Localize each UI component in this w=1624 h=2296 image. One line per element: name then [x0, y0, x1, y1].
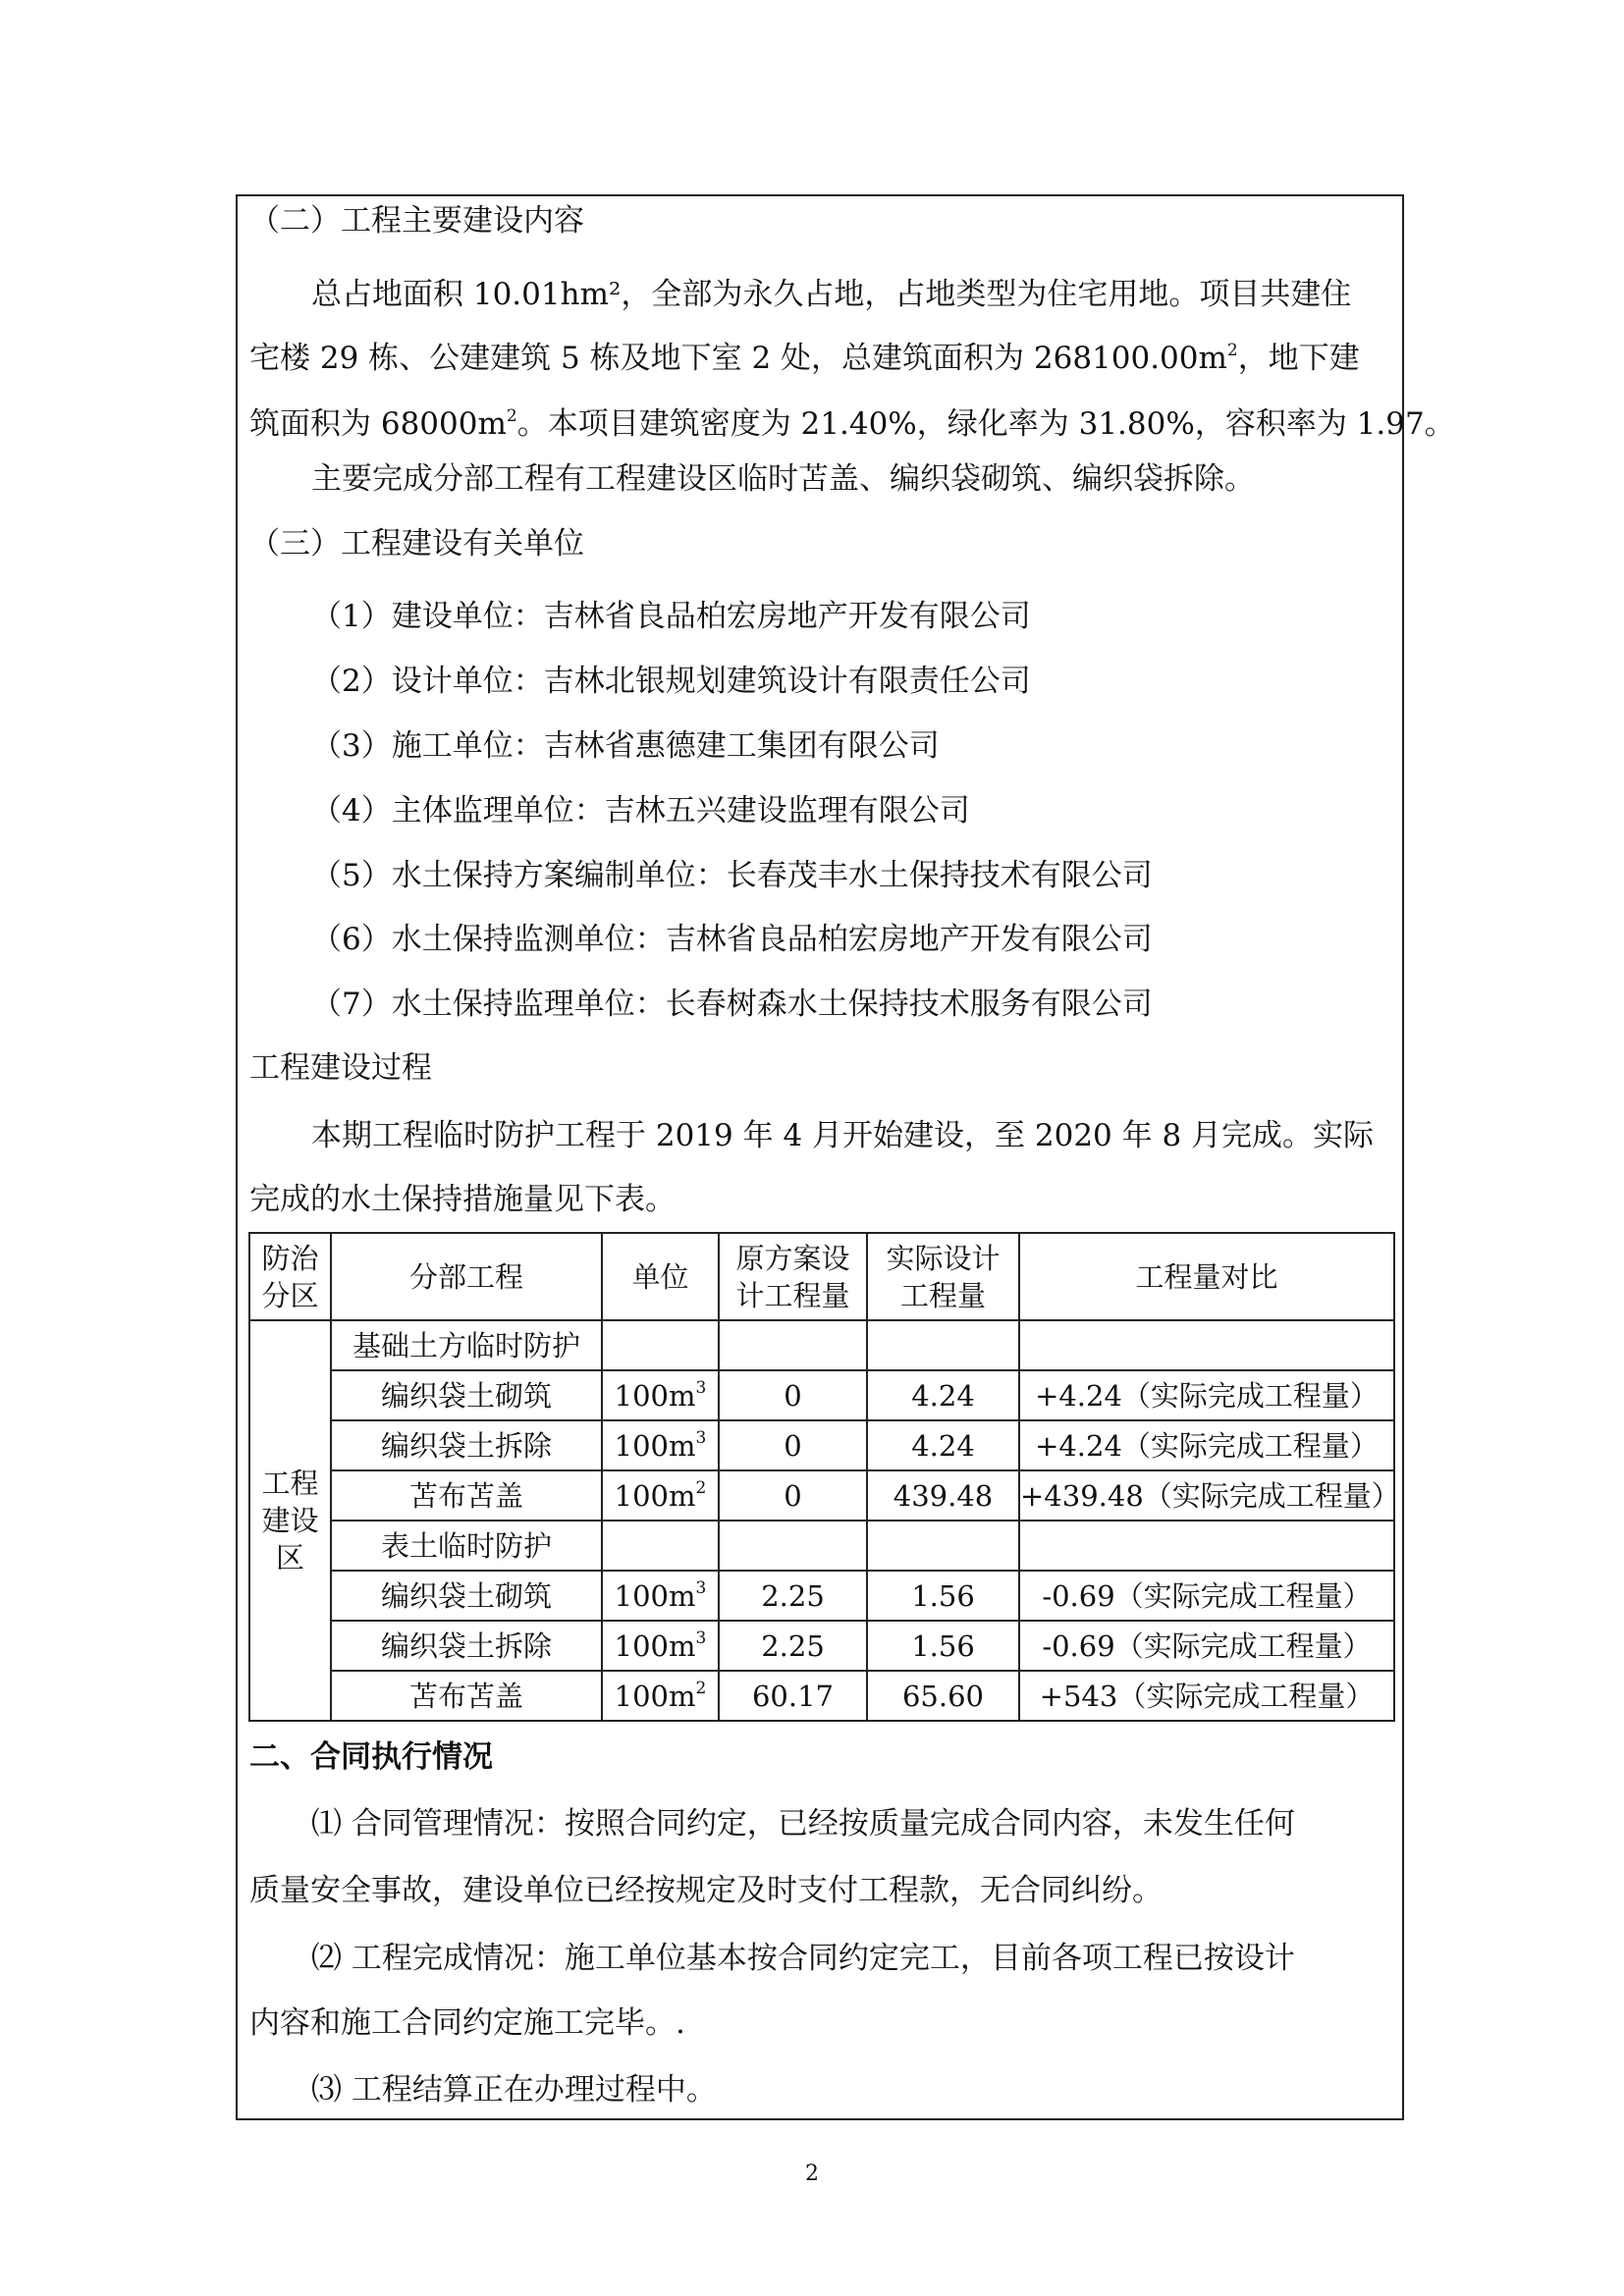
contract-item2-line2: 内容和施工合同约定施工完毕。.: [249, 2005, 685, 2041]
actual-cell: [867, 1521, 1019, 1571]
actual-cell: [867, 1320, 1019, 1370]
table-row: [249, 1671, 1394, 1721]
text: 计工程量: [735, 1278, 850, 1312]
section2-para2: 主要完成分部工程有工程建设区临时苫盖、编织袋砌筑、编织袋拆除。: [311, 461, 1255, 497]
contract-item3: ⑶ 工程结算正在办理过程中。: [311, 2072, 717, 2108]
table-row: [249, 1420, 1394, 1470]
unit-cell: [602, 1420, 719, 1470]
text: 100m: [614, 1679, 696, 1713]
text: 100m: [614, 1578, 696, 1613]
text: 工程量: [899, 1278, 986, 1312]
unit-cell: [602, 1521, 719, 1571]
original-cell: 0: [719, 1370, 867, 1420]
text: 宅楼 29 栋、公建建筑 5 栋及地下室 2 处，总建筑面积为 268100.00m: [249, 341, 1227, 376]
item-cell: 表土临时防护: [331, 1521, 602, 1571]
item-cell: 编织袋土砌筑: [331, 1571, 602, 1621]
table-row: [249, 1571, 1394, 1621]
unit-item-2: （2）设计单位：吉林北银规划建筑设计有限责任公司: [311, 664, 1031, 699]
text: 100m: [614, 1378, 696, 1413]
original-cell: 2.25: [719, 1571, 867, 1621]
unit-cell: [602, 1671, 719, 1721]
text: ，地下建: [1237, 341, 1360, 376]
original-cell: 60.17: [719, 1671, 867, 1721]
superscript: 3: [695, 1628, 707, 1648]
compare-cell: +543（实际完成工程量）: [1019, 1671, 1394, 1721]
text: 筑面积为 68000m: [249, 406, 507, 442]
compare-cell: -0.69（实际完成工程量）: [1019, 1621, 1394, 1671]
contract-item1-line2: 质量安全事故，建设单位已经按规定及时支付工程款，无合同纠纷。: [249, 1873, 1163, 1908]
superscript: 2: [1226, 341, 1238, 360]
table-row: [249, 1320, 1394, 1370]
actual-cell: 1.56: [867, 1571, 1019, 1621]
compare-cell: +439.48（实际完成工程量）: [1019, 1470, 1394, 1521]
contract-item2-line1: ⑵ 工程完成情况：施工单位基本按合同约定完工，目前各项工程已按设计: [311, 1941, 1295, 1976]
text: 100m: [614, 1629, 696, 1663]
contract-item1-line1: ⑴ 合同管理情况：按照合同约定，已经按质量完成合同内容，未发生任何: [311, 1806, 1295, 1842]
page-number: 2: [805, 2162, 819, 2186]
table-row: [249, 1521, 1394, 1571]
table-row: [249, 1370, 1394, 1420]
superscript: 2: [695, 1678, 707, 1698]
actual-cell: 65.60: [867, 1671, 1019, 1721]
superscript: 3: [695, 1377, 707, 1398]
process-para-line2: 完成的水土保持措施量见下表。: [249, 1182, 676, 1217]
item-cell: 编织袋土砌筑: [331, 1370, 602, 1420]
section2-heading: （二）工程主要建设内容: [249, 203, 584, 239]
text: 防治: [261, 1241, 319, 1275]
text: 实际设计: [886, 1241, 1001, 1275]
table-row: [249, 1621, 1394, 1671]
original-cell: 2.25: [719, 1621, 867, 1671]
unit-item-3: （3）施工单位：吉林省惠德建工集团有限公司: [311, 728, 940, 764]
unit-item-6: （6）水土保持监测单位：吉林省良品柏宏房地产开发有限公司: [311, 922, 1153, 957]
table-header-row: [249, 1233, 1394, 1320]
text: 100m: [614, 1428, 696, 1463]
item-cell: 编织袋土拆除: [331, 1420, 602, 1470]
superscript: 3: [695, 1577, 707, 1598]
superscript: 2: [695, 1477, 707, 1498]
unit-item-5: （5）水土保持方案编制单位：长春茂丰水土保持技术有限公司: [311, 858, 1153, 893]
process-para-line1: 本期工程临时防护工程于 2019 年 4 月开始建设，至 2020 年 8 月完成。实际: [311, 1118, 1375, 1153]
table-row: [249, 1470, 1394, 1521]
compare-cell: [1019, 1320, 1394, 1370]
section2-para1-line1: 总占地面积 10.01hm²，全部为永久占地，占地类型为住宅用地。项目共建住: [311, 277, 1352, 312]
section2-para1-line3: [249, 404, 1455, 444]
section2-para1-line2: [249, 339, 1360, 378]
text: 分区: [261, 1278, 319, 1312]
compare-cell: -0.69（实际完成工程量）: [1019, 1571, 1394, 1621]
process-heading: 工程建设过程: [249, 1050, 432, 1086]
header-unit: 单位: [602, 1233, 719, 1320]
original-cell: [719, 1521, 867, 1571]
unit-item-4: （4）主体监理单位：吉林五兴建设监理有限公司: [311, 793, 970, 828]
compare-cell: [1019, 1521, 1394, 1571]
superscript: 2: [506, 406, 517, 426]
header-compare: 工程量对比: [1019, 1233, 1394, 1320]
text: 工程: [261, 1467, 319, 1500]
compare-cell: +4.24（实际完成工程量）: [1019, 1370, 1394, 1420]
header-original: [719, 1233, 867, 1320]
text: 。本项目建筑密度为 21.40%，绿化率为 31.80%，容积率为 1.97。: [516, 406, 1455, 442]
original-cell: 0: [719, 1420, 867, 1470]
unit-cell: [602, 1571, 719, 1621]
item-cell: 苫布苫盖: [331, 1671, 602, 1721]
item-cell: 基础土方临时防护: [331, 1320, 602, 1370]
original-cell: [719, 1320, 867, 1370]
header-item: 分部工程: [331, 1233, 602, 1320]
unit-item-1: （1）建设单位：吉林省良品柏宏房地产开发有限公司: [311, 599, 1031, 634]
header-zone: [249, 1233, 331, 1320]
zone-cell: [249, 1320, 331, 1721]
unit-item-7: （7）水土保持监理单位：长春树森水土保持技术服务有限公司: [311, 987, 1153, 1022]
text: 建设: [261, 1504, 319, 1537]
actual-cell: 4.24: [867, 1370, 1019, 1420]
unit-cell: [602, 1470, 719, 1521]
item-cell: 编织袋土拆除: [331, 1621, 602, 1671]
measures-table: [248, 1232, 1400, 1722]
header-actual: [867, 1233, 1019, 1320]
contract-heading: 二、合同执行情况: [249, 1739, 493, 1775]
actual-cell: 439.48: [867, 1470, 1019, 1521]
actual-cell: 4.24: [867, 1420, 1019, 1470]
compare-cell: +4.24（实际完成工程量）: [1019, 1420, 1394, 1470]
item-cell: 苫布苫盖: [331, 1470, 602, 1521]
section3-heading: （三）工程建设有关单位: [249, 526, 584, 561]
text: 原方案设: [735, 1241, 850, 1275]
superscript: 3: [695, 1427, 707, 1448]
text: 100m: [614, 1478, 696, 1513]
unit-cell: [602, 1370, 719, 1420]
actual-cell: 1.56: [867, 1621, 1019, 1671]
unit-cell: [602, 1320, 719, 1370]
text: 区: [275, 1541, 304, 1575]
original-cell: 0: [719, 1470, 867, 1521]
unit-cell: [602, 1621, 719, 1671]
